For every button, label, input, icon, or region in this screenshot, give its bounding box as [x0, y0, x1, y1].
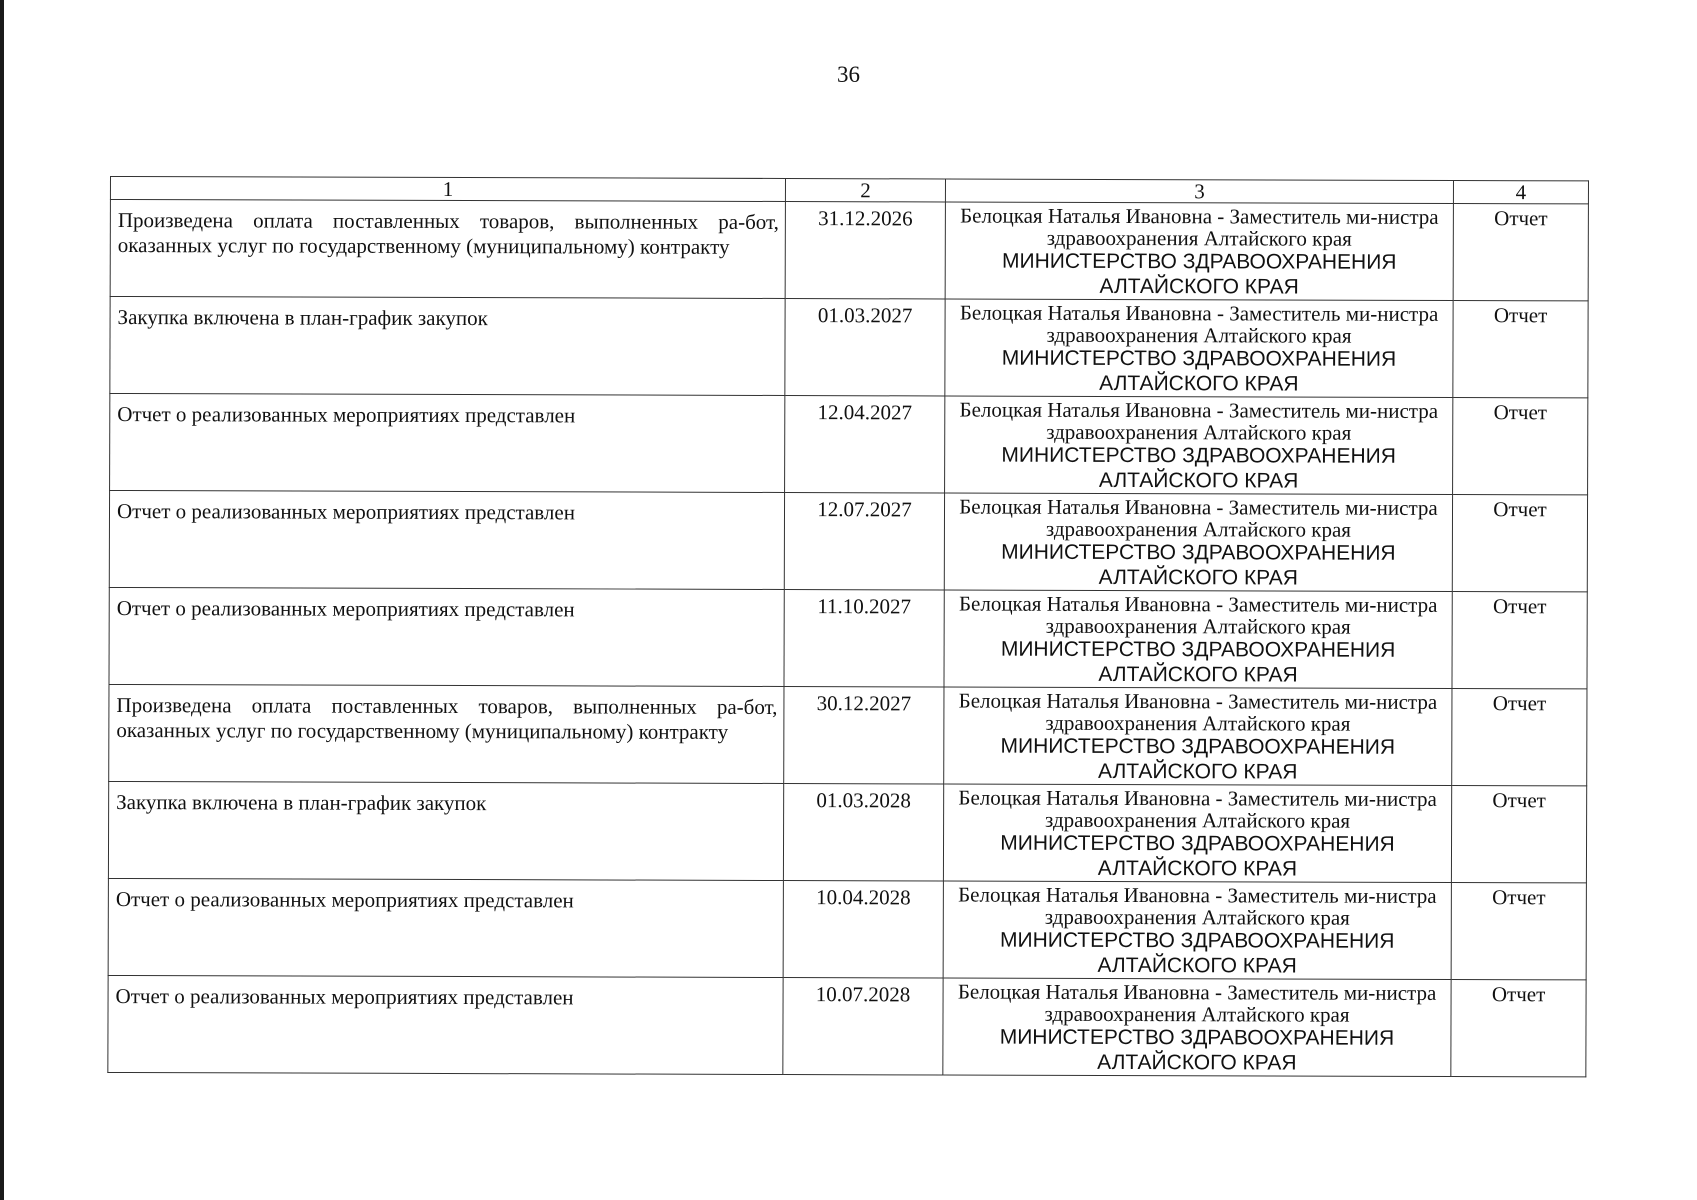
document-type: Отчет	[1453, 203, 1588, 300]
responsible-organization: МИНИСТЕРСТВО ЗДРАВООХРАНЕНИЯ АЛТАЙСКОГО КРАЯ	[1000, 734, 1396, 784]
document-type: Отчет	[1453, 300, 1588, 397]
page-number: 36	[837, 62, 860, 87]
table-row	[108, 975, 1586, 1076]
responsible-person: Белоцкая Наталья Ивановна - Заместитель ми-нистра здравоохранения Алтайского края	[958, 882, 1437, 930]
event-date: 12.07.2027	[784, 493, 944, 590]
scan-left-edge	[0, 0, 4, 1200]
event-description: Закупка включена в план-график закупок	[110, 297, 785, 396]
event-date: 31.12.2026	[785, 202, 945, 299]
table-row	[110, 297, 1588, 398]
column-header-2: 2	[785, 179, 945, 202]
document-type: Отчет	[1451, 979, 1586, 1076]
document-type: Отчет	[1451, 785, 1586, 882]
responsible-person: Белоцкая Наталья Ивановна - Заместитель ми-нистра здравоохранения Алтайского края	[958, 688, 1438, 736]
table-row	[110, 200, 1588, 301]
responsible-person: Белоцкая Наталья Ивановна - Заместитель ми-нистра здравоохранения Алтайского края	[958, 785, 1437, 833]
event-description: Отчет о реализованных мероприятиях представлен	[108, 975, 783, 1074]
event-description: Отчет о реализованных мероприятиях представлен	[110, 394, 785, 493]
responsible-cell	[945, 202, 1453, 301]
table-row	[109, 587, 1587, 688]
responsible-cell	[943, 881, 1451, 980]
responsible-person: Белоцкая Наталья Ивановна - Заместитель ми-нистра здравоохранения Алтайского края	[959, 494, 1438, 542]
table-row	[109, 491, 1587, 592]
table-row	[110, 394, 1588, 495]
column-header-4: 4	[1453, 180, 1588, 203]
event-date: 10.04.2028	[783, 881, 943, 978]
responsible-person: Белоцкая Наталья Ивановна - Заместитель ми-нистра здравоохранения Алтайского края	[960, 203, 1439, 251]
column-header-3: 3	[945, 179, 1453, 204]
table-row	[109, 684, 1587, 785]
responsible-person: Белоцкая Наталья Ивановна - Заместитель ми-нистра здравоохранения Алтайского края	[958, 591, 1438, 639]
responsible-organization: МИНИСТЕРСТВО ЗДРАВООХРАНЕНИЯ АЛТАЙСКОГО КРАЯ	[999, 928, 1395, 978]
event-description: Произведена оплата поставленных товаров, выполненных ра-бот, оказанных услуг по государственному (муниципальному) контракту	[109, 684, 784, 783]
responsible-organization: МИНИСТЕРСТВО ЗДРАВООХРАНЕНИЯ АЛТАЙСКОГО КРАЯ	[1001, 346, 1397, 396]
document-type: Отчет	[1453, 397, 1588, 494]
table-row	[108, 781, 1586, 882]
event-date: 30.12.2027	[784, 687, 944, 784]
responsible-organization: МИНИСТЕРСТВО ЗДРАВООХРАНЕНИЯ АЛТАЙСКОГО КРАЯ	[1000, 637, 1396, 687]
event-description: Отчет о реализованных мероприятиях представлен	[109, 587, 784, 686]
responsible-cell	[943, 978, 1451, 1077]
responsible-cell	[944, 687, 1452, 786]
control-points-table	[107, 176, 1589, 1077]
responsible-cell	[943, 784, 1451, 883]
responsible-organization: МИНИСТЕРСТВО ЗДРАВООХРАНЕНИЯ АЛТАЙСКОГО КРАЯ	[1001, 249, 1397, 299]
responsible-organization: МИНИСТЕРСТВО ЗДРАВООХРАНЕНИЯ АЛТАЙСКОГО КРАЯ	[1001, 443, 1396, 493]
document-type: Отчет	[1452, 494, 1587, 591]
event-date: 12.04.2027	[785, 396, 945, 493]
document-type: Отчет	[1452, 591, 1587, 688]
event-description: Отчет о реализованных мероприятиях представлен	[108, 878, 783, 977]
responsible-cell	[945, 299, 1453, 398]
document-type: Отчет	[1452, 688, 1587, 785]
event-description: Отчет о реализованных мероприятиях представлен	[109, 491, 784, 590]
event-date: 11.10.2027	[784, 590, 944, 687]
responsible-person: Белоцкая Наталья Ивановна - Заместитель ми-нистра здравоохранения Алтайского края	[957, 979, 1437, 1027]
document-type: Отчет	[1451, 882, 1586, 979]
table-row	[108, 878, 1586, 979]
event-date: 01.03.2027	[785, 299, 945, 396]
event-description: Произведена оплата поставленных товаров, выполненных ра-бот, оказанных услуг по государственному (муниципальному) контракту	[110, 200, 785, 299]
responsible-cell	[945, 396, 1453, 495]
responsible-organization: МИНИСТЕРСТВО ЗДРАВООХРАНЕНИЯ АЛТАЙСКОГО КРАЯ	[1000, 831, 1395, 881]
event-date: 01.03.2028	[783, 784, 943, 881]
responsible-person: Белоцкая Наталья Ивановна - Заместитель ми-нистра здравоохранения Алтайского края	[959, 397, 1439, 445]
responsible-person: Белоцкая Наталья Ивановна - Заместитель ми-нистра здравоохранения Алтайского края	[959, 300, 1439, 348]
responsible-organization: МИНИСТЕРСТВО ЗДРАВООХРАНЕНИЯ АЛТАЙСКОГО КРАЯ	[999, 1025, 1395, 1075]
responsible-organization: МИНИСТЕРСТВО ЗДРАВООХРАНЕНИЯ АЛТАЙСКОГО КРАЯ	[1001, 540, 1396, 590]
responsible-cell	[944, 590, 1452, 689]
column-header-1: 1	[110, 177, 785, 202]
event-description: Закупка включена в план-график закупок	[108, 781, 783, 880]
event-date: 10.07.2028	[783, 978, 943, 1075]
responsible-cell	[944, 493, 1452, 592]
